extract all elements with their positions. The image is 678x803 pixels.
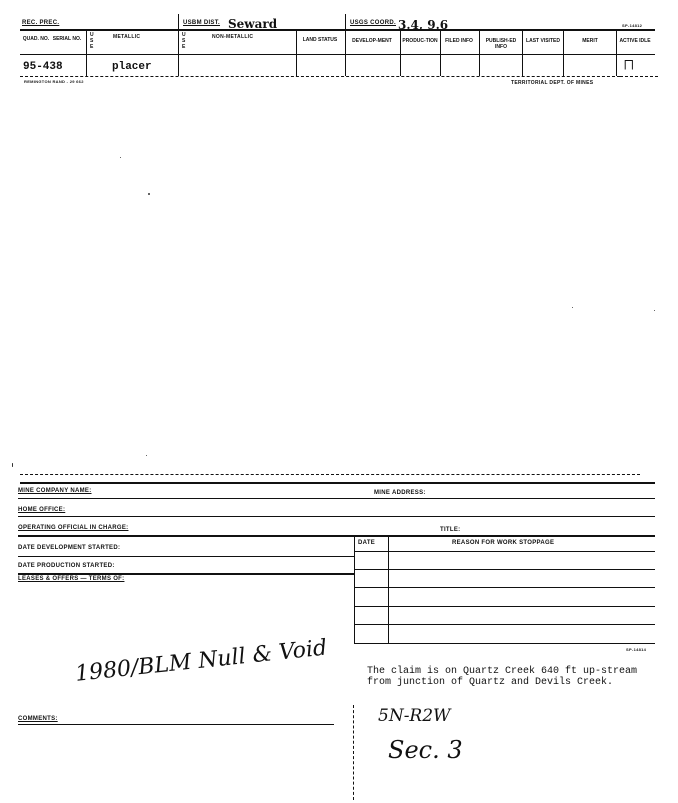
typed-note: The claim is on Quartz Creek 640 ft up-stream from junction of Quartz and Devils Creek. bbox=[367, 666, 638, 688]
filed-info-label: FILED INFO bbox=[445, 38, 473, 44]
bottom-form-number: SP-14814 bbox=[626, 647, 647, 652]
published-info-label: PUBLISH-ED INFO bbox=[485, 38, 517, 50]
land-status-label: LAND STATUS bbox=[302, 37, 338, 43]
handwritten-section: Sec. 3 bbox=[388, 736, 463, 764]
date-dev-label: DATE DEVELOPMENT STARTED: bbox=[18, 545, 121, 551]
last-visited-label: LAST VISITED bbox=[526, 38, 560, 44]
usbm-dist-label: USBM DIST. bbox=[183, 20, 221, 26]
handwritten-township: 5N-R2W bbox=[378, 706, 451, 726]
active-idle-mark: ⨅ bbox=[624, 58, 634, 72]
printer-text: REMINGTON RAND - 29 662 bbox=[24, 79, 84, 84]
usgs-coord-value: 3.4, 9.6 bbox=[398, 18, 449, 32]
mine-company-label: MINE COMPANY NAME: bbox=[18, 488, 92, 494]
date-prod-label: DATE PRODUCTION STARTED: bbox=[18, 563, 115, 569]
metallic-use-letters: U S E bbox=[90, 32, 94, 50]
dept-text: TERRITORIAL DEPT. OF MINES bbox=[511, 80, 594, 86]
home-office-label: HOME OFFICE: bbox=[18, 507, 66, 513]
development-label: DEVELOP-MENT bbox=[352, 38, 392, 44]
production-label: PRODUC-TION bbox=[402, 38, 438, 44]
rec-prec-label: REC. PREC. bbox=[22, 20, 60, 26]
serial-no-label: SERIAL NO. bbox=[52, 36, 82, 42]
leases-label: LEASES & OFFERS — TERMS OF: bbox=[18, 576, 125, 582]
mine-address-label: MINE ADDRESS: bbox=[374, 490, 426, 496]
top-form-number: SP-14812 bbox=[622, 23, 643, 28]
reason-col-label: REASON FOR WORK STOPPAGE bbox=[452, 540, 555, 546]
handwritten-left-note: 1980/BLM Null & Void bbox=[74, 635, 329, 687]
usgs-coord-label: USGS COORD. bbox=[350, 20, 396, 26]
metallic-value: placer bbox=[112, 61, 152, 73]
nonmetallic-use-letters: U S E bbox=[182, 32, 186, 50]
date-col-label: DATE bbox=[358, 540, 376, 546]
usbm-dist-value: Seward bbox=[228, 17, 278, 31]
non-metallic-label: NON-METALLIC bbox=[212, 34, 254, 40]
merit-label: MERIT bbox=[582, 38, 598, 44]
metallic-label: METALLIC bbox=[113, 34, 141, 40]
comments-label: COMMENTS: bbox=[18, 716, 58, 722]
operating-official-label: OPERATING OFFICIAL IN CHARGE: bbox=[18, 525, 129, 531]
title-label: TITLE: bbox=[440, 527, 461, 533]
quad-no-label: QUAD. NO. bbox=[22, 36, 50, 42]
quad-serial-value: 95-438 bbox=[23, 61, 63, 73]
active-idle-label: ACTIVE IDLE bbox=[619, 38, 651, 44]
